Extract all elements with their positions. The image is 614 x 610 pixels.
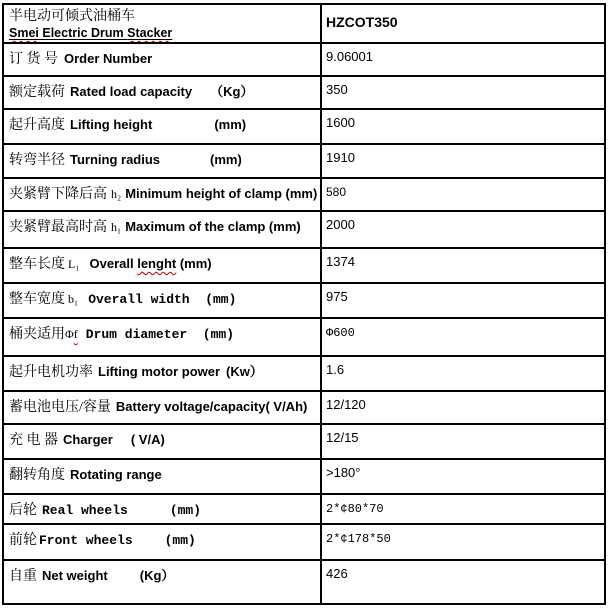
label-unit: (mm) — [169, 503, 202, 518]
label-zh: 整车长度 — [9, 257, 65, 272]
label-en: Maximum of the clamp (mm) — [125, 219, 301, 234]
label-zh: 起升电机功率 — [9, 365, 93, 380]
value-cell — [322, 212, 604, 247]
table-row-front-wheels — [4, 525, 604, 561]
label-zh: 转弯半径 — [9, 153, 65, 168]
misspelled-symbol: f — [73, 327, 78, 341]
label-cell — [4, 319, 322, 355]
value: 1374 — [326, 254, 355, 269]
label-zh: 夹紧臂最高时高 — [9, 220, 107, 235]
value: 1.6 — [326, 362, 345, 377]
title-en-mid: Electric Drum — [38, 26, 128, 40]
label-cell — [4, 44, 322, 75]
table-row-title — [4, 5, 604, 44]
label-en: Battery voltage/capacity( V/Ah) — [115, 399, 308, 414]
value: >180° — [326, 465, 361, 480]
value: 2*¢178*50 — [326, 532, 391, 546]
label-symbol: h₂ — [111, 187, 122, 201]
label-en: Overall lenght (mm) — [89, 256, 212, 271]
label-en: Real wheels — [42, 503, 128, 518]
value: 580 — [326, 185, 347, 199]
title-en — [9, 26, 318, 41]
spec-table — [2, 3, 606, 605]
table-row-overall-length — [4, 249, 604, 284]
value-cell — [322, 525, 604, 559]
table-row-charger — [4, 425, 604, 460]
label-cell — [4, 561, 322, 603]
label-en: Rotating range — [70, 467, 162, 482]
value-cell — [322, 284, 604, 317]
table-row-order-number — [4, 44, 604, 77]
label-cell — [4, 284, 322, 317]
label-en: Front wheels — [39, 533, 133, 548]
label-cell — [4, 145, 322, 177]
table-row-turning-radius — [4, 145, 604, 179]
label-cell — [4, 212, 322, 247]
value: 12/15 — [326, 430, 359, 445]
label-zh: 额定载荷 — [9, 85, 65, 100]
label-symbol: Φf — [65, 327, 78, 341]
label-cell — [4, 525, 322, 559]
value-cell — [322, 179, 604, 210]
label-en: Drum diameter (mm) — [85, 327, 235, 342]
label-zh: 翻转角度 — [9, 468, 65, 483]
value: 2000 — [326, 217, 355, 232]
table-row-net-weight — [4, 561, 604, 603]
value-cell — [322, 77, 604, 108]
label-cell — [4, 179, 322, 210]
label-unit: (Kg） — [139, 568, 175, 583]
value: 12/120 — [326, 397, 366, 412]
label-en: Rated load capacity — [70, 84, 193, 99]
label-cell — [4, 392, 322, 423]
label-zh: 订 货 号 — [9, 52, 58, 67]
table-row-min-clamp-height — [4, 179, 604, 212]
label-cell — [4, 357, 322, 390]
label-cell — [4, 425, 322, 458]
value: 2*¢80*70 — [326, 502, 384, 516]
label-zh: 桶夹适用 — [9, 327, 65, 342]
label-zh: 后轮 — [9, 503, 37, 518]
title-zh: 半电动可倾式油桶车 — [9, 9, 135, 24]
value: 350 — [326, 82, 348, 97]
label-unit: (Kw） — [226, 364, 263, 379]
label-zh: 夹紧臂下降后高 — [9, 187, 107, 202]
table-row-rotating-range — [4, 460, 604, 495]
table-row-rated-load — [4, 77, 604, 110]
value-cell — [322, 319, 604, 355]
value: 1910 — [326, 150, 355, 165]
model-cell — [322, 5, 604, 42]
label-cell — [4, 460, 322, 493]
label-unit: （Kg） — [210, 84, 254, 99]
value-cell — [322, 392, 604, 423]
table-row-drum-diameter — [4, 319, 604, 357]
label-unit: (mm) — [210, 152, 242, 167]
label-cell — [4, 77, 322, 108]
title-label-cell — [4, 5, 322, 42]
label-en: Turning radius — [70, 152, 161, 167]
value-cell — [322, 357, 604, 390]
title-en-word-stacker: Stacker — [127, 26, 173, 40]
value-cell — [322, 495, 604, 523]
label-cell — [4, 495, 322, 523]
value-cell — [322, 145, 604, 177]
label-en: Charger — [63, 432, 113, 447]
table-row-battery-voltage-capacity — [4, 392, 604, 425]
value: 9.06001 — [326, 49, 373, 64]
value-cell — [322, 249, 604, 282]
label-zh: 蓄电池电压/容量 — [9, 400, 111, 415]
label-zh: 起升高度 — [9, 118, 65, 133]
label-en: Lifting motor power — [98, 364, 221, 379]
label-symbol: h₁ — [111, 220, 122, 234]
label-unit: (mm) — [164, 533, 196, 548]
table-row-overall-width — [4, 284, 604, 319]
label-zh: 整车宽度 — [9, 292, 65, 307]
table-row-max-clamp-height — [4, 212, 604, 249]
value-cell — [322, 460, 604, 493]
model-number: HZCOT350 — [326, 14, 398, 30]
table-row-lifting-motor-power — [4, 357, 604, 392]
value: 426 — [326, 566, 348, 581]
label-unit: ( V/A) — [130, 432, 165, 447]
value-cell — [322, 44, 604, 75]
value-cell — [322, 110, 604, 143]
label-en: Overall width (mm) — [88, 292, 237, 307]
label-en: Minimum height of clamp (mm) — [125, 186, 318, 201]
value-cell — [322, 561, 604, 603]
label-en: Net weight — [42, 568, 108, 583]
value: Φ600 — [326, 326, 355, 340]
label-cell — [4, 249, 322, 282]
misspelled-word: lenght — [137, 256, 177, 271]
label-cell — [4, 110, 322, 143]
value: 975 — [326, 289, 348, 304]
label-en: Lifting height — [70, 117, 153, 132]
label-zh: 自重 — [9, 569, 37, 584]
table-row-lifting-height — [4, 110, 604, 145]
value-cell — [322, 425, 604, 458]
label-unit: (mm) — [214, 117, 247, 132]
label-zh: 前轮 — [9, 533, 37, 548]
label-zh: 充 电 器 — [9, 433, 58, 448]
table-row-rear-wheels — [4, 495, 604, 525]
label-symbol: b₁ — [68, 292, 79, 306]
value: 1600 — [326, 115, 355, 130]
label-en: Order Number — [64, 51, 153, 66]
title-en-word-smei: Smei — [9, 26, 39, 40]
label-symbol: L₁ — [68, 257, 80, 271]
